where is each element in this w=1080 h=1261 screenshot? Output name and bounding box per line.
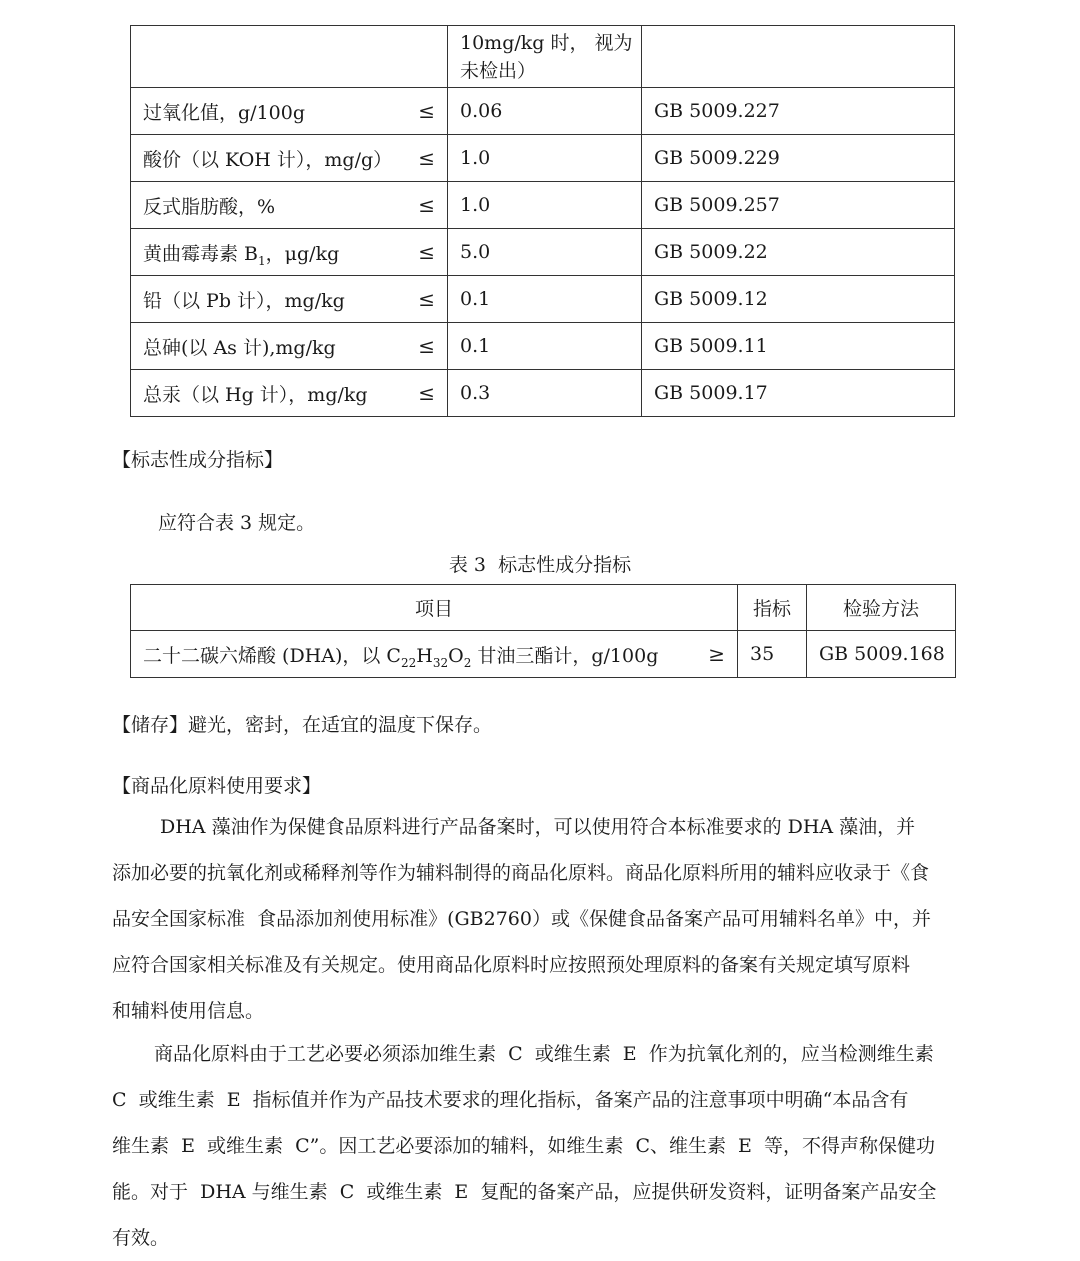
limit-cell: 0.1: [448, 276, 642, 323]
table-row: [131, 182, 955, 229]
header-method: 检验方法: [807, 585, 956, 631]
table-3-caption: 表 3 标志性成分指标: [448, 554, 632, 576]
indicator-cell: 35: [738, 631, 807, 678]
method-cell: GB 5009.17: [642, 370, 955, 417]
operator: ≤: [418, 146, 435, 170]
table-row: [131, 26, 955, 88]
header-indicator: 指标: [738, 585, 807, 631]
method-cell: GB 5009.229: [642, 135, 955, 182]
table-row: [131, 276, 955, 323]
limit-cell: 1.0: [448, 135, 642, 182]
method-cell: GB 5009.11: [642, 323, 955, 370]
commercial-paragraph-2: [112, 1031, 974, 1261]
item-cell: 反式脂肪酸，% ≤: [131, 182, 448, 229]
paragraph-line: 维生素 E 或维生素 C”。因工艺必要添加的辅料，如维生素 C、维生素 E 等，不得声称保健功: [112, 1135, 936, 1157]
table-row: [131, 631, 956, 678]
item-cell: 二十二碳六烯酸 (DHA)，以 $C_{22}H_{32}O_2$ 甘油三酯计，g/100g ≥: [131, 631, 738, 678]
operator: ≤: [418, 240, 435, 264]
limit-cell: 0.1: [448, 323, 642, 370]
header-item: 项目: [131, 585, 738, 631]
operator: ≥: [708, 642, 725, 666]
paragraph-line: 应符合国家相关标准及有关规定。使用商品化原料时应按照预处理原料的备案有关规定填写原料: [112, 954, 911, 976]
table-3: [130, 584, 956, 678]
method-cell: GB 5009.168: [807, 631, 956, 678]
paragraph-line: 和辅料使用信息。: [112, 1000, 265, 1022]
limit-line: 10mg/kg 时， 视为: [460, 31, 633, 54]
marker-section-heading: 【标志性成分指标】: [112, 449, 284, 471]
table-row: [131, 229, 955, 276]
commercial-paragraph-1: [112, 804, 974, 1034]
item-cell: 酸价（以 KOH 计），mg/g） ≤: [131, 135, 448, 182]
table-2: [130, 25, 955, 417]
limit-line: 未检出）: [460, 59, 537, 82]
operator: ≤: [418, 99, 435, 123]
method-cell: [642, 26, 955, 88]
limit-cell: 0.06: [448, 88, 642, 135]
method-cell: GB 5009.12: [642, 276, 955, 323]
table-row: [131, 88, 955, 135]
item-cell: 总汞（以 Hg 计），mg/kg ≤: [131, 370, 448, 417]
limit-cell: 5.0: [448, 229, 642, 276]
limit-cell: 1.0: [448, 182, 642, 229]
operator: ≤: [418, 193, 435, 217]
paragraph-line: 品安全国家标准 食品添加剂使用标准》(GB2760）或《保健食品备案产品可用辅料名单》中，并: [112, 908, 931, 930]
commercial-heading: 【商品化原料使用要求】: [112, 775, 322, 797]
operator: ≤: [418, 287, 435, 311]
storage-line: [112, 710, 492, 737]
item-cell: 铅（以 Pb 计），mg/kg ≤: [131, 276, 448, 323]
table-row: [131, 370, 955, 417]
marker-section-text: 应符合表 3 规定。: [158, 512, 316, 534]
paragraph-line: 添加必要的抗氧化剂或稀释剂等作为辅料制得的商品化原料。商品化原料所用的辅料应收录于《食: [112, 862, 930, 884]
item-cell: [131, 26, 448, 88]
storage-text: 避光，密封，在适宜的温度下保存。: [188, 714, 493, 736]
table-row: [131, 323, 955, 370]
operator: ≤: [418, 334, 435, 358]
storage-label: 【储存】: [112, 714, 189, 736]
item-cell: 总砷(以 As 计),mg/kg ≤: [131, 323, 448, 370]
item-cell: 黄曲霉毒素 $B_1$，μg/kg ≤: [131, 229, 448, 276]
method-cell: GB 5009.22: [642, 229, 955, 276]
paragraph-line: 商品化原料由于工艺必要必须添加维生素 C 或维生素 E 作为抗氧化剂的，应当检测维生素: [154, 1043, 934, 1065]
limit-cell: [448, 26, 642, 88]
table-header-row: [131, 585, 956, 631]
method-cell: GB 5009.257: [642, 182, 955, 229]
paragraph-line: C 或维生素 E 指标值并作为产品技术要求的理化指标，备案产品的注意事项中明确“本品含有: [112, 1089, 909, 1111]
paragraph-line: 能。对于 DHA 与维生素 C 或维生素 E 复配的备案产品，应提供研发资料，证明备案产品安全: [112, 1181, 937, 1203]
method-cell: GB 5009.227: [642, 88, 955, 135]
limit-cell: 0.3: [448, 370, 642, 417]
item-cell: 过氧化值，g/100g ≤: [131, 88, 448, 135]
paragraph-line: 有效。: [112, 1227, 170, 1249]
paragraph-line: DHA 藻油作为保健食品原料进行产品备案时，可以使用符合本标准要求的 DHA 藻油，并: [160, 816, 916, 838]
table-row: [131, 135, 955, 182]
operator: ≤: [418, 381, 435, 405]
